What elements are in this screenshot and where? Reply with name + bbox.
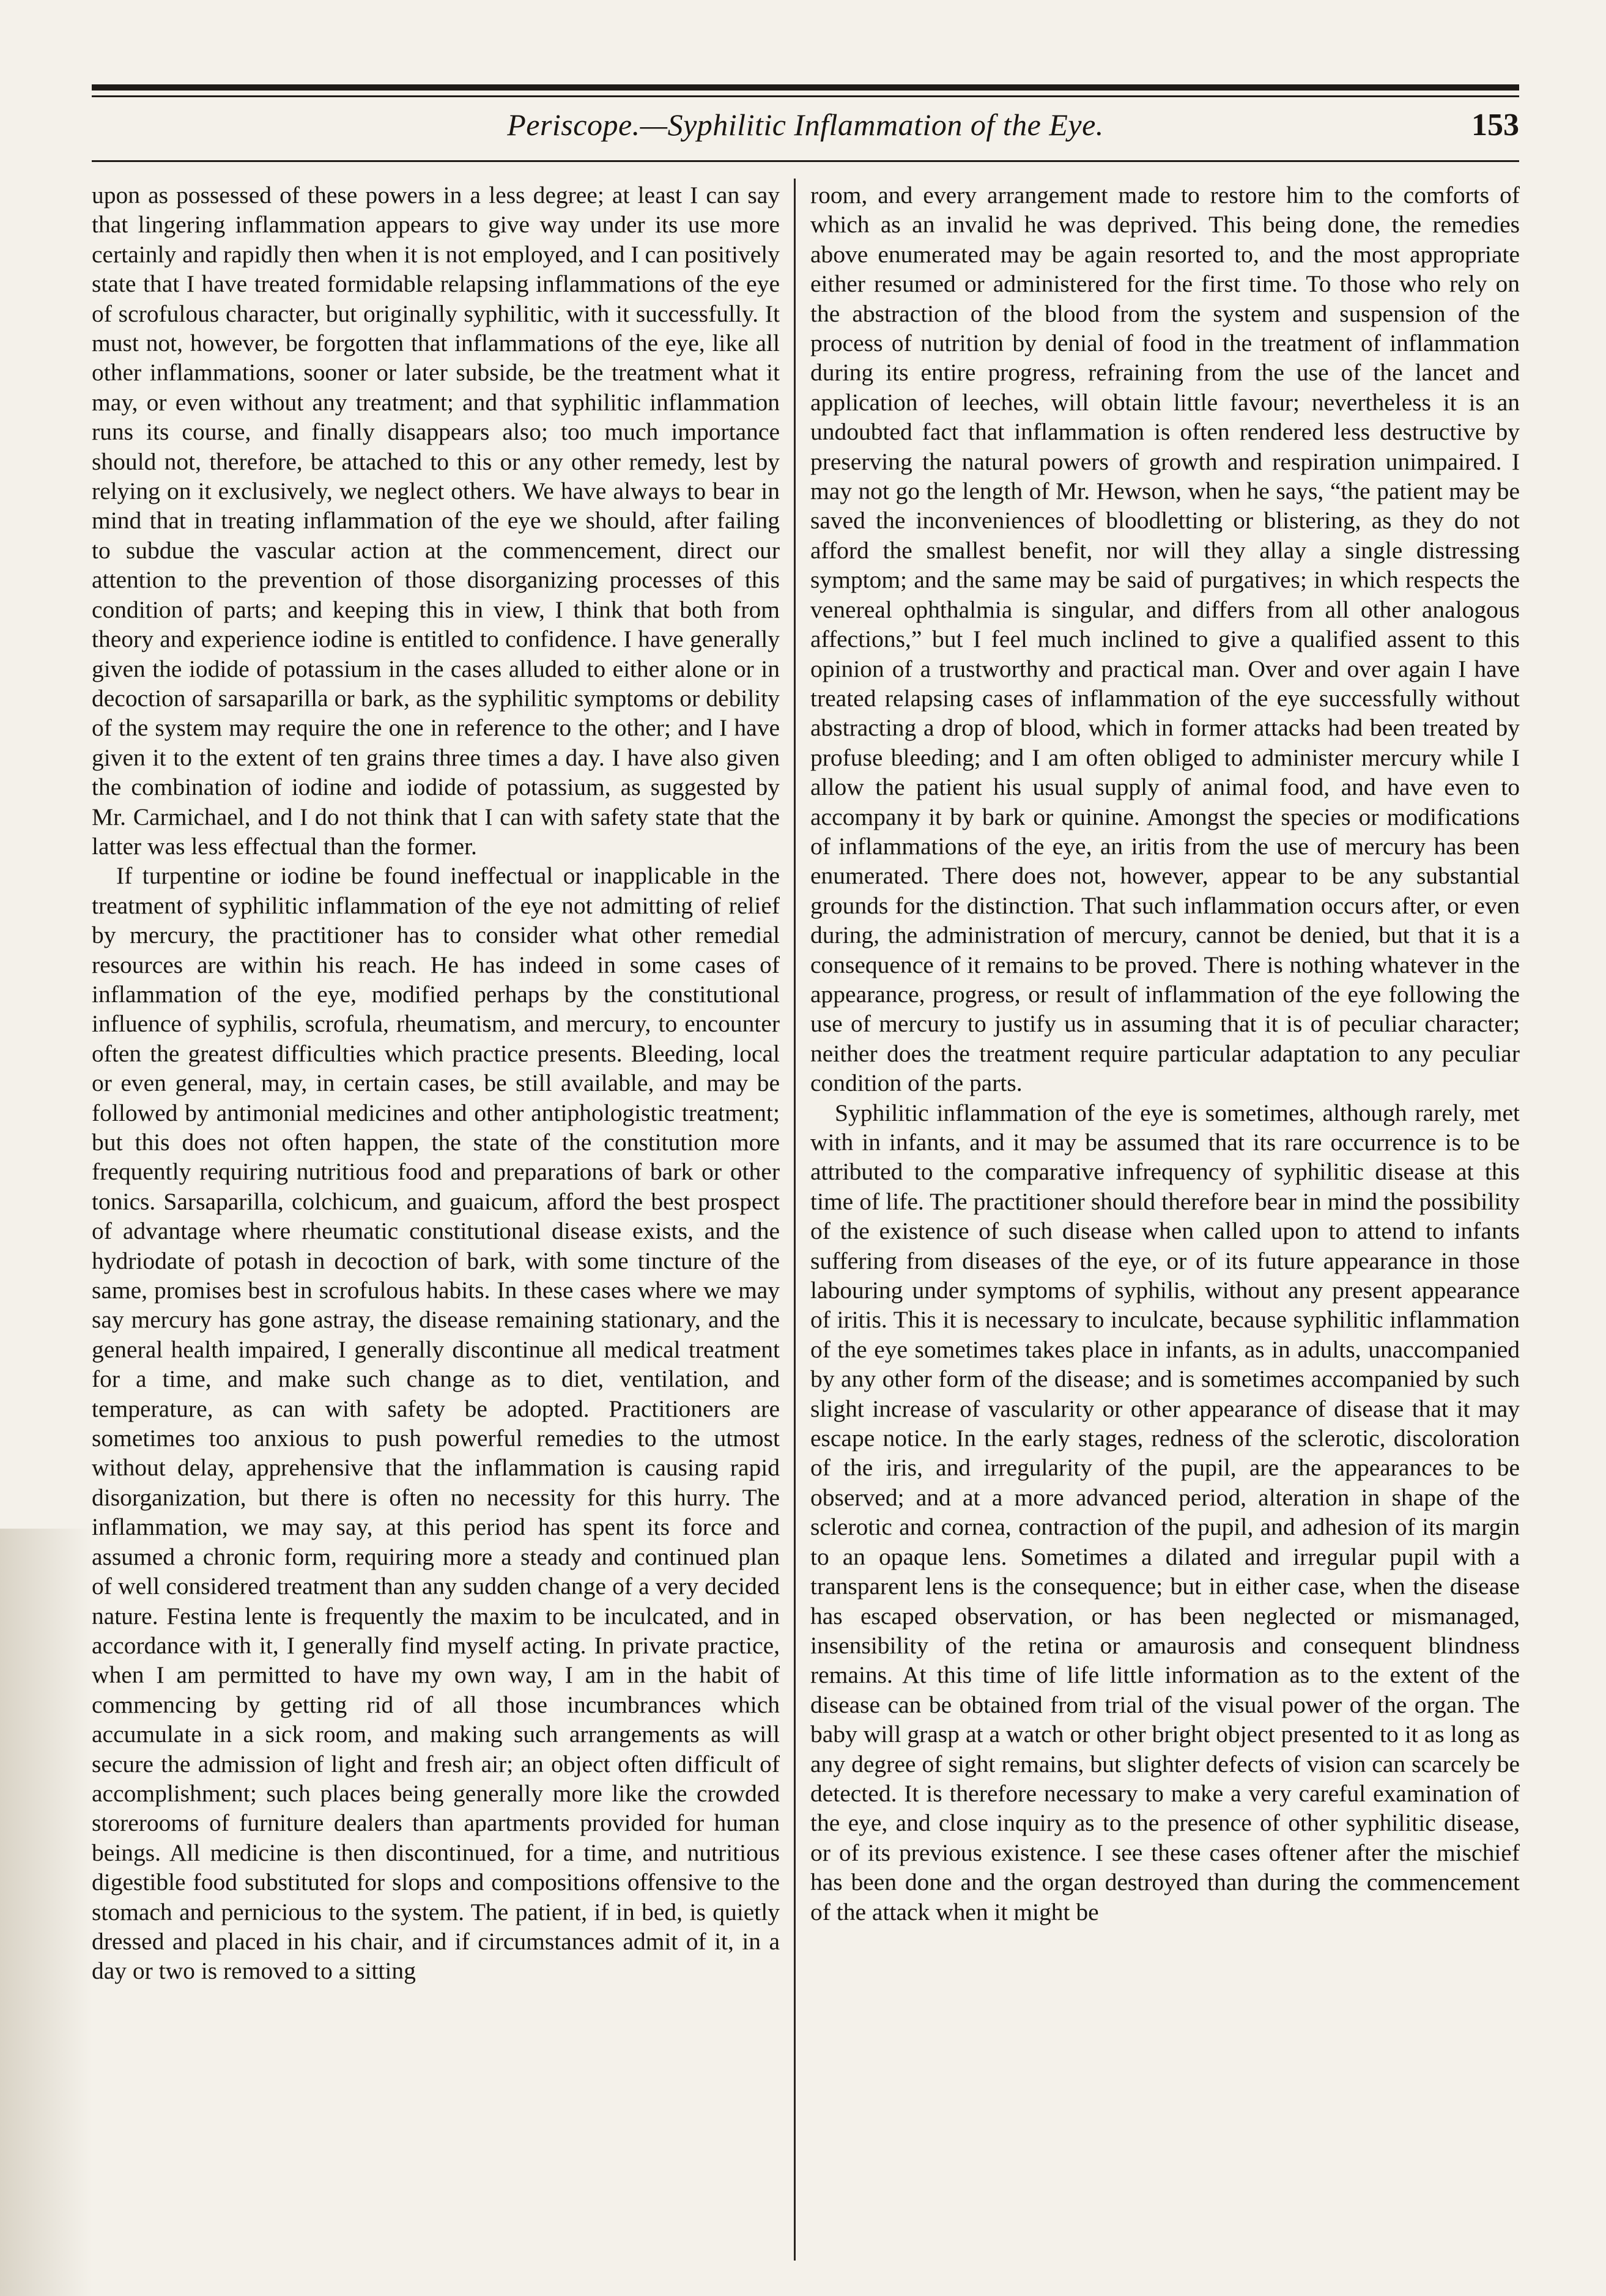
page-header	[92, 107, 1519, 150]
page-number: 153	[1471, 108, 1519, 142]
left-paragraph-1: upon as possessed of these powers in a less degree; at least I can say that lingering inflammation appears to give way under its use more certainly and rapidly then when it is not employed, and I can positively state that I have treated formidable relapsing inflammations of the eye of scrofulous character, but originally syphilitic, with it successfully. It must not, however, be forgotten that inflammations of the eye, like all other inflammations, sooner or later subside, be the treatment what it may, or even without any treatment; and that syphilitic inflammation runs its course, and finally disappears also; too much importance should not, therefore, be attached to this or any other remedy, lest by relying on it exclusively, we neglect others. We have always to bear in mind that in treating inflammation of the eye we should, after failing to subdue the vascular action at the commencement, direct our attention to the prevention of those disorganizing processes of this condition of parts; and keeping this in view, I think that both from theory and experience iodine is entitled to confidence. I have generally given the iodide of potassium in the cases alluded to either alone or in decoction of sarsaparilla or bark, as the syphilitic symptoms or debility of the system may require the one in reference to the other; and I have given it to the extent of ten grains three times a day. I have also given the combination of iodine and iodide of potassium, as suggested by Mr. Carmichael, and I do not think that I can with safety state that the latter was less effectual than the former.	[92, 182, 780, 860]
binding-shadow	[0, 1529, 92, 2296]
left-paragraph-2: If turpentine or iodine be found ineffectual or inapplicable in the treatment of syphilitic inflammation of the eye not admitting of relief by mercury, the practitioner has to consider what other remedial resources are within his reach. He has indeed in some cases of inflammation of the eye, modified perhaps by the constitutional influence of syphilis, scrofula, rheumatism, and mercury, to encounter often the greatest difficulties which practice presents. Bleeding, local or even general, may, in certain cases, be still available, and may be followed by antimonial medicines and other antiphologistic treatment; but this does not often happen, the state of the constitution more frequently requiring nutritious food and preparations of bark or other tonics. Sarsaparilla, colchicum, and guaicum, afford the best prospect of advantage where rheumatic constitutional disease exists, and the hydriodate of potash in decoction of bark, with some tincture of the same, promises best in scrofulous habits. In these cases where we may say mercury has gone astray, the disease remaining stationary, and the general health impaired, I generally discontinue all medical treatment for a time, and make such change as to diet, ventilation, and temperature, as can with safety be adopted. Practitioners are sometimes too anxious to push powerful remedies to the utmost without delay, apprehensive that the inflammation is causing rapid disorganization, but there is often no necessity for this hurry. The inflammation, we may say, at this period has spent its force and assumed a chronic form, requiring more a steady and continued plan of well considered treatment than any sudden change of a very decided nature. Festina lente is frequently the maxim to be inculcated, and in accordance with it, I generally find myself acting. In private practice, when I am permitted to have my own way, I am in the habit of commencing by getting rid of all those incumbrances which accumulate in a sick room, and making such arrangements as will secure the admission of light and fresh air; an object often difficult of accomplishment; such places being generally more like the crowded storerooms of furniture dealers than apartments provided for human beings. All medicine is then discontinued, for a time, and nutritious digestible food substituted for slops and compositions offensive to the stomach and pernicious to the system. The patient, if in bed, is quietly dressed and placed in his chair, and if circumstances admit of it, in a day or two is removed to a sitting	[92, 862, 780, 1985]
right-paragraph-2: Syphilitic inflammation of the eye is sometimes, although rarely, met with in infants, and it may be assumed that its rare occurrence is to be attributed to the comparative infrequency of syphilitic disease at this time of life. The practitioner should therefore bear in mind the possibility of the existence of such disease when called upon to attend to infants suffering from diseases of the eye, or of its future appearance in those labouring under symptoms of syphilis, without any present appearance of iritis. This it is necessary to inculcate, because syphilitic inflammation of the eye sometimes takes place in infants, as in adults, unaccompanied by any other form of the disease; and is sometimes accompanied by such slight increase of vascularity or other appearance of disease that it may escape notice. In the early stages, redness of the sclerotic, discoloration of the iris, and irregularity of the pupil, are the appearances to be observed; and at a more advanced period, alteration in shape of the sclerotic and cornea, contraction of the pupil, and adhesion of its margin to an opaque lens. Sometimes a dilated and irregular pupil with a transparent lens is the consequence; but in either case, when the disease has escaped observation, or has been neglected or mismanaged, insensibility of the retina or amaurosis and consequent blindness remains. At this time of life little information as to the extent of the disease can be obtained from trial of the visual power of the organ. The baby will grasp at a watch or other bright object presented to it as long as any degree of sight remains, but slighter defects of vision can scarcely be detected. It is therefore necessary to make a very careful examination of the eye, and close inquiry as to the presence of other syphilitic disease, or of its previous existence. I see these cases oftener after the mischief has been done and the organ destroyed than during the commencement of the attack when it might be	[810, 1099, 1520, 1925]
header-rule	[92, 160, 1519, 162]
running-head: Periscope.—Syphilitic Inflammation of the Eye.	[507, 108, 1104, 142]
right-paragraph-1: room, and every arrangement made to restore him to the comforts of which as an invalid he was deprived. This being done, the remedies above enumerated may be again resorted to, and the most appropriate either resumed or administered for the first time. To those who rely on the abstraction of the blood from the system and suspension of the process of nutrition by denial of food in the treatment of inflammation during its entire progress, refraining from the use of the lancet and application of leeches, will obtain little favour; nevertheless it is an undoubted fact that inflammation is often rendered less destructive by preserving the natural powers of growth and respiration unimpaired. I may not go the length of Mr. Hewson, when he says, “the patient may be saved the inconveniences of bloodletting or blistering, as they do not afford the smallest benefit, nor will they allay a single distressing symptom; and the same may be said of purgatives; in which respects the venereal ophthalmia is singular, and differs from all other analogous affections,” but I feel much inclined to give a qualified assent to this opinion of a trustworthy and practical man. Over and over again I have treated relapsing cases of inflammation of the eye successfully without abstracting a drop of blood, which in former attacks had been treated by profuse bleeding; and I am often obliged to administer mercury while I allow the patient his usual supply of animal food, and have even to accompany it by bark or quinine. Amongst the species or modifications of inflammations of the eye, an iritis from the use of mercury has been enumerated. There does not, however, appear to be any substantial grounds for the distinction. That such inflammation occurs after, or even during, the administration of mercury, cannot be denied, but that it is a consequence of it remains to be proved. There is nothing whatever in the appearance, progress, or result of inflammation of the eye following the use of mercury to justify us in assuming that it is of peculiar character; neither does the treatment require particular adaptation to any peculiar condition of the parts.	[810, 182, 1520, 1097]
top-heavy-rule	[92, 84, 1519, 90]
column-divider	[794, 179, 796, 2261]
top-thin-rule	[92, 95, 1519, 97]
left-column	[92, 180, 780, 2259]
right-column	[810, 180, 1520, 2259]
